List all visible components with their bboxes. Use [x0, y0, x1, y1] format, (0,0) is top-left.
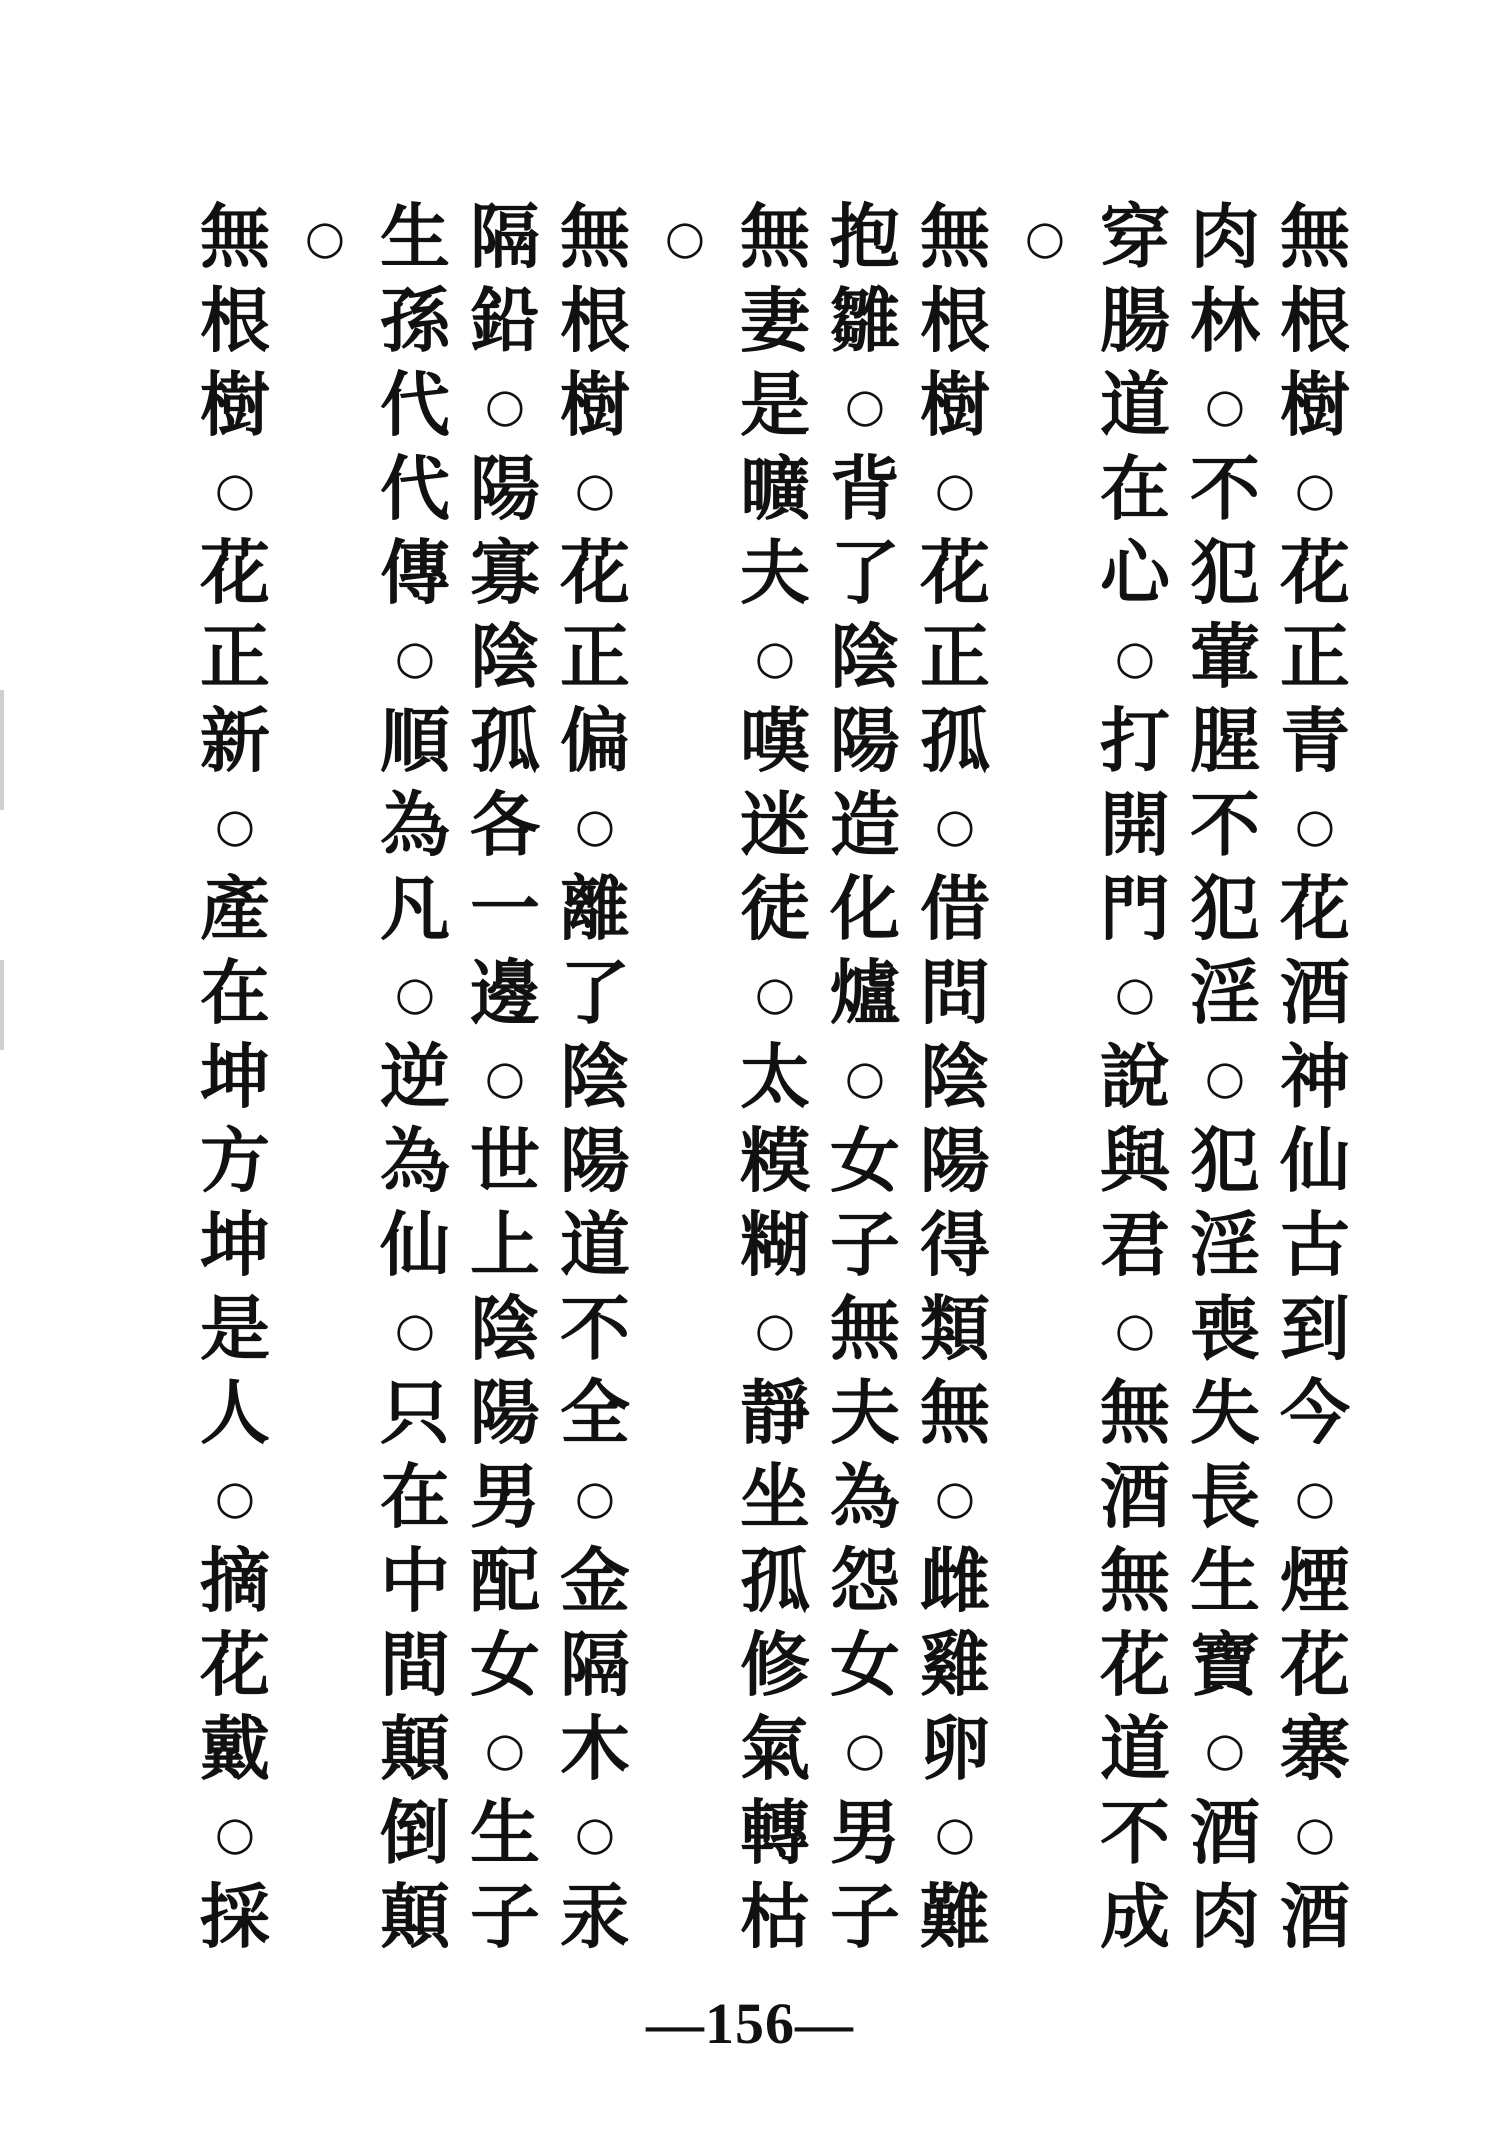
punctuation-mark: ○: [574, 1470, 616, 1524]
character: 根: [920, 279, 990, 362]
character: 腸: [1100, 279, 1170, 362]
character: 靜: [740, 1371, 810, 1454]
character: 曠: [740, 447, 810, 530]
character: 木: [560, 1707, 630, 1790]
punctuation-mark: ○: [484, 1050, 526, 1104]
character: 樹: [920, 363, 990, 446]
character: 爐: [830, 951, 900, 1034]
character: 花: [1280, 531, 1350, 614]
character: 心: [1100, 531, 1170, 614]
character: 根: [1280, 279, 1350, 362]
character: 道: [560, 1203, 630, 1286]
character: 汞: [560, 1875, 630, 1958]
character: 說: [1100, 1035, 1170, 1118]
punctuation-mark: ○: [484, 378, 526, 432]
character: 陽: [920, 1119, 990, 1202]
character: 陽: [470, 1371, 540, 1454]
punctuation-mark: ○: [1204, 378, 1246, 432]
character: 倒: [380, 1791, 450, 1874]
punctuation-mark: ○: [844, 1722, 886, 1776]
character: 鉛: [470, 279, 540, 362]
punctuation-mark: ○: [934, 1470, 976, 1524]
character: 雛: [830, 279, 900, 362]
character: 正: [1280, 615, 1350, 698]
punctuation-mark: ○: [1204, 1722, 1246, 1776]
character: 為: [380, 783, 450, 866]
character: 酒: [1100, 1455, 1170, 1538]
character: 開: [1100, 783, 1170, 866]
character: 生: [470, 1791, 540, 1874]
character: 根: [200, 279, 270, 362]
punctuation-mark: ○: [574, 1806, 616, 1860]
character: 陰: [560, 1035, 630, 1118]
character: 怨: [830, 1539, 900, 1622]
punctuation-mark: ○: [574, 798, 616, 852]
character: 背: [830, 447, 900, 530]
punctuation-mark: ○: [754, 966, 796, 1020]
text-column: [550, 195, 640, 1959]
punctuation-mark: ○: [1114, 966, 1156, 1020]
character: 不: [1190, 447, 1260, 530]
punctuation-mark: ○: [214, 462, 256, 516]
character: 子: [830, 1203, 900, 1286]
character: 抱: [830, 195, 900, 278]
character: 長: [1190, 1455, 1260, 1538]
character: 為: [380, 1119, 450, 1202]
character: 陰: [830, 615, 900, 698]
character: 寡: [470, 531, 540, 614]
character: 金: [560, 1539, 630, 1622]
character: 一: [470, 867, 540, 950]
character: 陰: [920, 1035, 990, 1118]
character: 為: [830, 1455, 900, 1538]
character: 陽: [470, 447, 540, 530]
character: 顛: [380, 1875, 450, 1958]
character: 神: [1280, 1035, 1350, 1118]
character: 寨: [1280, 1707, 1350, 1790]
punctuation-mark: ○: [934, 1806, 976, 1860]
character: 與: [1100, 1119, 1170, 1202]
character: 樹: [1280, 363, 1350, 446]
punctuation-mark: ○: [1114, 630, 1156, 684]
character: 類: [920, 1287, 990, 1370]
character: 化: [830, 867, 900, 950]
character: 太: [740, 1035, 810, 1118]
character: 雞: [920, 1623, 990, 1706]
character: 犯: [1190, 867, 1260, 950]
character: 無: [200, 195, 270, 278]
character: 嘆: [740, 699, 810, 782]
character: 無: [920, 195, 990, 278]
character: 女: [830, 1623, 900, 1706]
character: 孤: [470, 699, 540, 782]
punctuation-mark: ○: [214, 1470, 256, 1524]
character: 犯: [1190, 1119, 1260, 1202]
punctuation-mark: ○: [214, 798, 256, 852]
character: 世: [470, 1119, 540, 1202]
character: 女: [470, 1623, 540, 1706]
character: 戴: [200, 1707, 270, 1790]
character: 打: [1100, 699, 1170, 782]
character: 喪: [1190, 1287, 1260, 1370]
scan-edge-mark: [0, 960, 4, 1050]
character: 上: [470, 1203, 540, 1286]
character: 花: [1100, 1623, 1170, 1706]
character: 無: [1280, 195, 1350, 278]
punctuation-mark: ○: [304, 210, 346, 264]
character: 花: [200, 1623, 270, 1706]
character: 夫: [740, 531, 810, 614]
punctuation-mark: ○: [754, 630, 796, 684]
punctuation-mark: ○: [1024, 210, 1066, 264]
character: 無: [920, 1371, 990, 1454]
character: 君: [1100, 1203, 1170, 1286]
character: 問: [920, 951, 990, 1034]
scan-edge-mark: [0, 690, 4, 810]
character: 了: [560, 951, 630, 1034]
character: 青: [1280, 699, 1350, 782]
punctuation-mark: ○: [934, 462, 976, 516]
character: 妻: [740, 279, 810, 362]
character: 迷: [740, 783, 810, 866]
character: 凡: [380, 867, 450, 950]
character: 酒: [1280, 951, 1350, 1034]
character: 無: [560, 195, 630, 278]
character: 離: [560, 867, 630, 950]
character: 孤: [920, 699, 990, 782]
character: 今: [1280, 1371, 1350, 1454]
punctuation-mark: ○: [214, 1806, 256, 1860]
punctuation-mark: ○: [844, 378, 886, 432]
character: 全: [560, 1371, 630, 1454]
character: 新: [200, 699, 270, 782]
character: 在: [1100, 447, 1170, 530]
character: 人: [200, 1371, 270, 1454]
character: 仙: [1280, 1119, 1350, 1202]
character: 雌: [920, 1539, 990, 1622]
character: 淫: [1190, 951, 1260, 1034]
character: 修: [740, 1623, 810, 1706]
punctuation-mark: ○: [1294, 798, 1336, 852]
character: 花: [560, 531, 630, 614]
character: 古: [1280, 1203, 1350, 1286]
character: 花: [1280, 867, 1350, 950]
text-column: [1000, 195, 1090, 279]
character: 生: [380, 195, 450, 278]
text-column: [730, 195, 820, 1959]
character: 了: [830, 531, 900, 614]
punctuation-mark: ○: [1294, 462, 1336, 516]
character: 腥: [1190, 699, 1260, 782]
character: 配: [470, 1539, 540, 1622]
character: 各: [470, 783, 540, 866]
character: 花: [200, 531, 270, 614]
character: 氣: [740, 1707, 810, 1790]
text-column: [640, 195, 730, 279]
character: 產: [200, 867, 270, 950]
character: 陰: [470, 1287, 540, 1370]
character: 在: [200, 951, 270, 1034]
page-number: —156—: [646, 1991, 854, 2056]
text-column: [190, 195, 280, 1959]
character: 難: [920, 1875, 990, 1958]
character: 門: [1100, 867, 1170, 950]
text-column: [1090, 195, 1180, 1959]
character: 到: [1280, 1287, 1350, 1370]
character: 穿: [1100, 195, 1170, 278]
character: 是: [200, 1287, 270, 1370]
character: 肉: [1190, 195, 1260, 278]
character: 林: [1190, 279, 1260, 362]
character: 道: [1100, 1707, 1170, 1790]
punctuation-mark: ○: [1294, 1470, 1336, 1524]
text-column: [820, 195, 910, 1959]
punctuation-mark: ○: [1204, 1050, 1246, 1104]
punctuation-mark: ○: [1114, 1302, 1156, 1356]
character: 中: [380, 1539, 450, 1622]
character: 正: [560, 615, 630, 698]
character: 無: [1100, 1539, 1170, 1622]
character: 淫: [1190, 1203, 1260, 1286]
character: 道: [1100, 363, 1170, 446]
character: 葷: [1190, 615, 1260, 698]
text-column: [1270, 195, 1360, 1959]
character: 花: [1280, 1623, 1350, 1706]
character: 不: [1100, 1791, 1170, 1874]
character: 根: [560, 279, 630, 362]
character: 孤: [740, 1539, 810, 1622]
character: 酒: [1190, 1791, 1260, 1874]
character: 偏: [560, 699, 630, 782]
text-column: [460, 195, 550, 1959]
character: 間: [380, 1623, 450, 1706]
character: 不: [1190, 783, 1260, 866]
character: 邊: [470, 951, 540, 1034]
punctuation-mark: ○: [844, 1050, 886, 1104]
character: 正: [920, 615, 990, 698]
character: 陽: [560, 1119, 630, 1202]
text-column: [370, 195, 460, 1959]
character: 坤: [200, 1203, 270, 1286]
character: 隔: [560, 1623, 630, 1706]
character: 傳: [380, 531, 450, 614]
character: 借: [920, 867, 990, 950]
character: 寶: [1190, 1623, 1260, 1706]
character: 代: [380, 447, 450, 530]
character: 代: [380, 363, 450, 446]
character: 逆: [380, 1035, 450, 1118]
character: 只: [380, 1371, 450, 1454]
text-column: [280, 195, 370, 279]
character: 顛: [380, 1707, 450, 1790]
vertical-text-block: [180, 195, 1360, 1958]
character: 仙: [380, 1203, 450, 1286]
character: 隔: [470, 195, 540, 278]
character: 陰: [470, 615, 540, 698]
character: 正: [200, 615, 270, 698]
punctuation-mark: ○: [934, 798, 976, 852]
character: 成: [1100, 1875, 1170, 1958]
punctuation-mark: ○: [394, 630, 436, 684]
character: 摘: [200, 1539, 270, 1622]
character: 花: [920, 531, 990, 614]
character: 卵: [920, 1707, 990, 1790]
text-column: [910, 195, 1000, 1959]
character: 生: [1190, 1539, 1260, 1622]
character: 徒: [740, 867, 810, 950]
character: 犯: [1190, 531, 1260, 614]
character: 失: [1190, 1371, 1260, 1454]
character: 枯: [740, 1875, 810, 1958]
character: 子: [470, 1875, 540, 1958]
character: 樹: [560, 363, 630, 446]
character: 造: [830, 783, 900, 866]
character: 孫: [380, 279, 450, 362]
character: 方: [200, 1119, 270, 1202]
character: 夫: [830, 1371, 900, 1454]
character: 男: [830, 1791, 900, 1874]
character: 男: [470, 1455, 540, 1538]
character: 無: [830, 1287, 900, 1370]
character: 坐: [740, 1455, 810, 1538]
character: 子: [830, 1875, 900, 1958]
character: 採: [200, 1875, 270, 1958]
character: 無: [740, 195, 810, 278]
punctuation-mark: ○: [484, 1722, 526, 1776]
character: 煙: [1280, 1539, 1350, 1622]
text-column: [1180, 195, 1270, 1959]
character: 樹: [200, 363, 270, 446]
punctuation-mark: ○: [574, 462, 616, 516]
punctuation-mark: ○: [394, 966, 436, 1020]
punctuation-mark: ○: [664, 210, 706, 264]
character: 坤: [200, 1035, 270, 1118]
character: 順: [380, 699, 450, 782]
character: 女: [830, 1119, 900, 1202]
character: 陽: [830, 699, 900, 782]
character: 糢: [740, 1119, 810, 1202]
character: 在: [380, 1455, 450, 1538]
punctuation-mark: ○: [754, 1302, 796, 1356]
character: 糊: [740, 1203, 810, 1286]
character: 得: [920, 1203, 990, 1286]
punctuation-mark: ○: [394, 1302, 436, 1356]
character: 無: [1100, 1371, 1170, 1454]
character: 肉: [1190, 1875, 1260, 1958]
character: 不: [560, 1287, 630, 1370]
character: 轉: [740, 1791, 810, 1874]
character: 是: [740, 363, 810, 446]
character: 酒: [1280, 1875, 1350, 1958]
punctuation-mark: ○: [1294, 1806, 1336, 1860]
